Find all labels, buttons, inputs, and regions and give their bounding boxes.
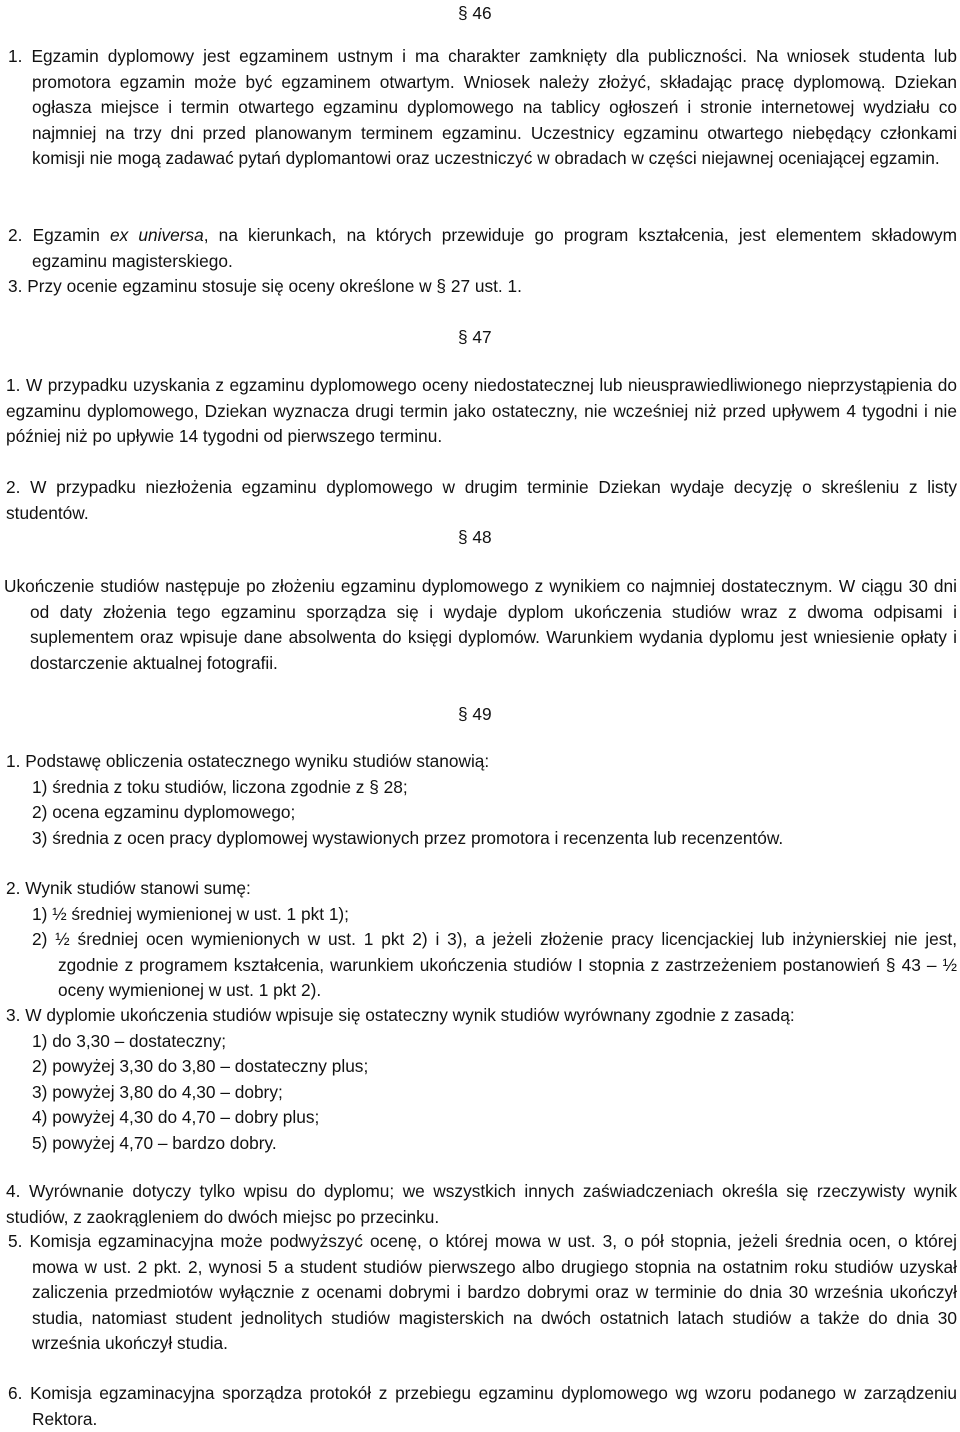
- item-text: W dyplomie ukończenia studiów wpisuje się ostateczny wynik studiów wyrównany zgodnie z zasadą:: [25, 1005, 795, 1025]
- item-text: Wynik studiów stanowi sumę:: [25, 878, 251, 898]
- subitem-text: do 3,30 – dostateczny;: [52, 1030, 227, 1051]
- subitem: [0, 775, 960, 801]
- subitem-text: powyżej 4,30 do 4,70 – dobry plus;: [52, 1107, 320, 1127]
- section-46-item-1: [0, 44, 960, 172]
- section-heading-46: § 46: [458, 3, 492, 23]
- subitem-number: 1): [32, 903, 48, 924]
- subitem-text: powyżej 3,30 do 3,80 – dostateczny plus;: [52, 1056, 369, 1076]
- paragraph-text: Ukończenie studiów następuje po złożeniu egzaminu dyplomowego z wynikiem co najmniej dostatecznym. W ciągu 30 dni od daty złożenia tego egzaminu sporządza się i wydaje dyplom ukończenia studiów wraz z dwoma odpisami i suplementem oraz wpisuje dane absolwenta do księgi dyplomów. Warunkiem wydania dyplomu jest wniesienie opłaty i dostarczenie aktualnej fotografii.: [4, 576, 957, 673]
- subitem-number: 3): [32, 1081, 48, 1102]
- subitem: [0, 1054, 960, 1080]
- subitem: [0, 1105, 960, 1131]
- item-text-before: Egzamin: [32, 225, 100, 245]
- subitem-number: 1): [32, 1030, 48, 1051]
- subitem-text: średnia z ocen pracy dyplomowej wystawionych przez promotora i recenzenta lub recenzentów.: [52, 827, 784, 848]
- subitem: [0, 1080, 960, 1106]
- subitem-number: 2): [32, 929, 48, 949]
- subitem-number: 3): [32, 827, 48, 848]
- section-48-paragraph: [0, 574, 960, 676]
- item-text: Komisja egzaminacyjna sporządza protokół z przebiegu egzaminu dyplomowego wg wzoru podanego w zarządzeniu Rektora.: [30, 1383, 958, 1429]
- section-heading-47: § 47: [458, 327, 492, 347]
- item-number: 1.: [6, 751, 21, 771]
- item-text: Egzamin dyplomowy jest egzaminem ustnym i ma charakter zamknięty dla publiczności. Na wniosek studenta lub promotora egzamin może być egzaminem otwartym. Wniosek należy złożyć, składając pracę dyplomową. Dziekan ogłasza miejsce i termin otwartego egzaminu dyplomowego na tablicy ogłoszeń i stronie internetowej wydziału co najmniej na trzy dni przed planowanym terminem egzaminu. Uczestnicy egzaminu otwartego niebędący członkami komisji nie mogą zadawać pytań dyplomantowi oraz uczestniczyć w obradach w części niejawnej oceniającej egzamin.: [31, 46, 957, 168]
- subitem-text: ½ średniej ocen wymienionych w ust. 1 pkt 2) i 3), a jeżeli złożenie pracy licencjackiej lub inżynierskiej nie jest, zgodnie z programem kształcenia, warunkiem ukończenia studiów I stopnia z zastrzeżeniem postanowień § 43 – ½ oceny wymienionej w ust. 1 pkt 2).: [55, 929, 957, 1000]
- item-number: 1.: [6, 375, 21, 395]
- section-49-item-1: [0, 749, 960, 851]
- item-number: 2.: [6, 878, 21, 898]
- item-number: 3.: [6, 1005, 21, 1025]
- item-number: 3.: [8, 276, 23, 296]
- section-46-item-2: [0, 223, 960, 274]
- section-47-item-2: [0, 475, 960, 526]
- item-text: Komisja egzaminacyjna może podwyższyć ocenę, o której mowa w ust. 3, o pół stopnia, jeżeli średnia ocen, o której mowa w ust. 2 pkt. 2, wynosi 5 a student studiów pierwszego albo drugiego stopnia na ostatnim roku studiów uzyskał zaliczenia przedmiotów wyłącznie z ocenami dobrymi i bardzo dobrymi oraz w terminie do dnia 30 września ukończył studia, natomiast student jednolitych studiów magisterskich na dwóch ostatnich latach studiów a także do dnia 30 września ukończył studia.: [29, 1231, 957, 1353]
- section-49-item-6: [0, 1381, 960, 1432]
- subitem-text: powyżej 4,70 – bardzo dobry.: [52, 1132, 277, 1153]
- section-47-item-1: [0, 373, 960, 450]
- subitem: [0, 902, 960, 928]
- item-number: 2.: [6, 477, 21, 497]
- item-text: W przypadku niezłożenia egzaminu dyplomowego w drugim terminie Dziekan wydaje decyzję o skreśleniu z listy studentów.: [6, 477, 958, 523]
- section-49-item-2: [0, 876, 960, 1004]
- subitem-text: średnia z toku studiów, liczona zgodnie z § 28;: [52, 776, 408, 797]
- subitem-text: ½ średniej wymienionej w ust. 1 pkt 1);: [52, 903, 349, 924]
- item-text: W przypadku uzyskania z egzaminu dyplomowego oceny niedostatecznej lub nieusprawiedliwionego nieprzystąpienia do egzaminu dyplomowego, Dziekan wyznacza drugi termin jako ostateczny, nie wcześniej niż przed upływem 4 tygodni i nie później niż po upływie 14 tygodni od pierwszego terminu.: [6, 375, 957, 446]
- section-49-item-4: [0, 1179, 960, 1230]
- section-heading-49: § 49: [458, 704, 492, 724]
- item-text-after: , na kierunkach, na których przewiduje go program kształcenia, jest elementem składowym egzaminu magisterskiego.: [32, 225, 957, 271]
- subitem: [0, 826, 960, 852]
- item-text-italic: ex universa: [109, 225, 204, 245]
- item-number: 2.: [8, 225, 23, 245]
- subitem-number: 5): [32, 1132, 48, 1153]
- subitem: [0, 927, 960, 1004]
- section-46-item-3: [0, 274, 960, 300]
- item-number: 6.: [8, 1383, 23, 1403]
- subitem-number: 4): [32, 1107, 48, 1127]
- subitem: [0, 1029, 960, 1055]
- section-49-item-3: [0, 1003, 960, 1156]
- subitem-text: powyżej 3,80 do 4,30 – dobry;: [52, 1081, 283, 1102]
- section-49-item-5: [0, 1229, 960, 1357]
- item-number: 4.: [6, 1181, 21, 1201]
- item-text: Podstawę obliczenia ostatecznego wyniku studiów stanowią:: [25, 751, 490, 771]
- item-text: Wyrównanie dotyczy tylko wpisu do dyplomu; we wszystkich innych zaświadczeniach określa się rzeczywisty wynik studiów, z zaokrągleniem do dwóch miejsc po przecinku.: [6, 1181, 957, 1227]
- section-heading-48: § 48: [458, 527, 492, 547]
- subitem: [0, 1131, 960, 1157]
- subitem-number: 2): [32, 1056, 48, 1076]
- item-number: 1.: [8, 46, 23, 66]
- subitem-number: 2): [32, 802, 48, 822]
- subitem: [0, 800, 960, 826]
- item-text: Przy ocenie egzaminu stosuje się oceny określone w § 27 ust. 1.: [27, 276, 522, 296]
- subitem-number: 1): [32, 776, 48, 797]
- item-number: 5.: [8, 1231, 23, 1251]
- subitem-text: ocena egzaminu dyplomowego;: [52, 802, 296, 822]
